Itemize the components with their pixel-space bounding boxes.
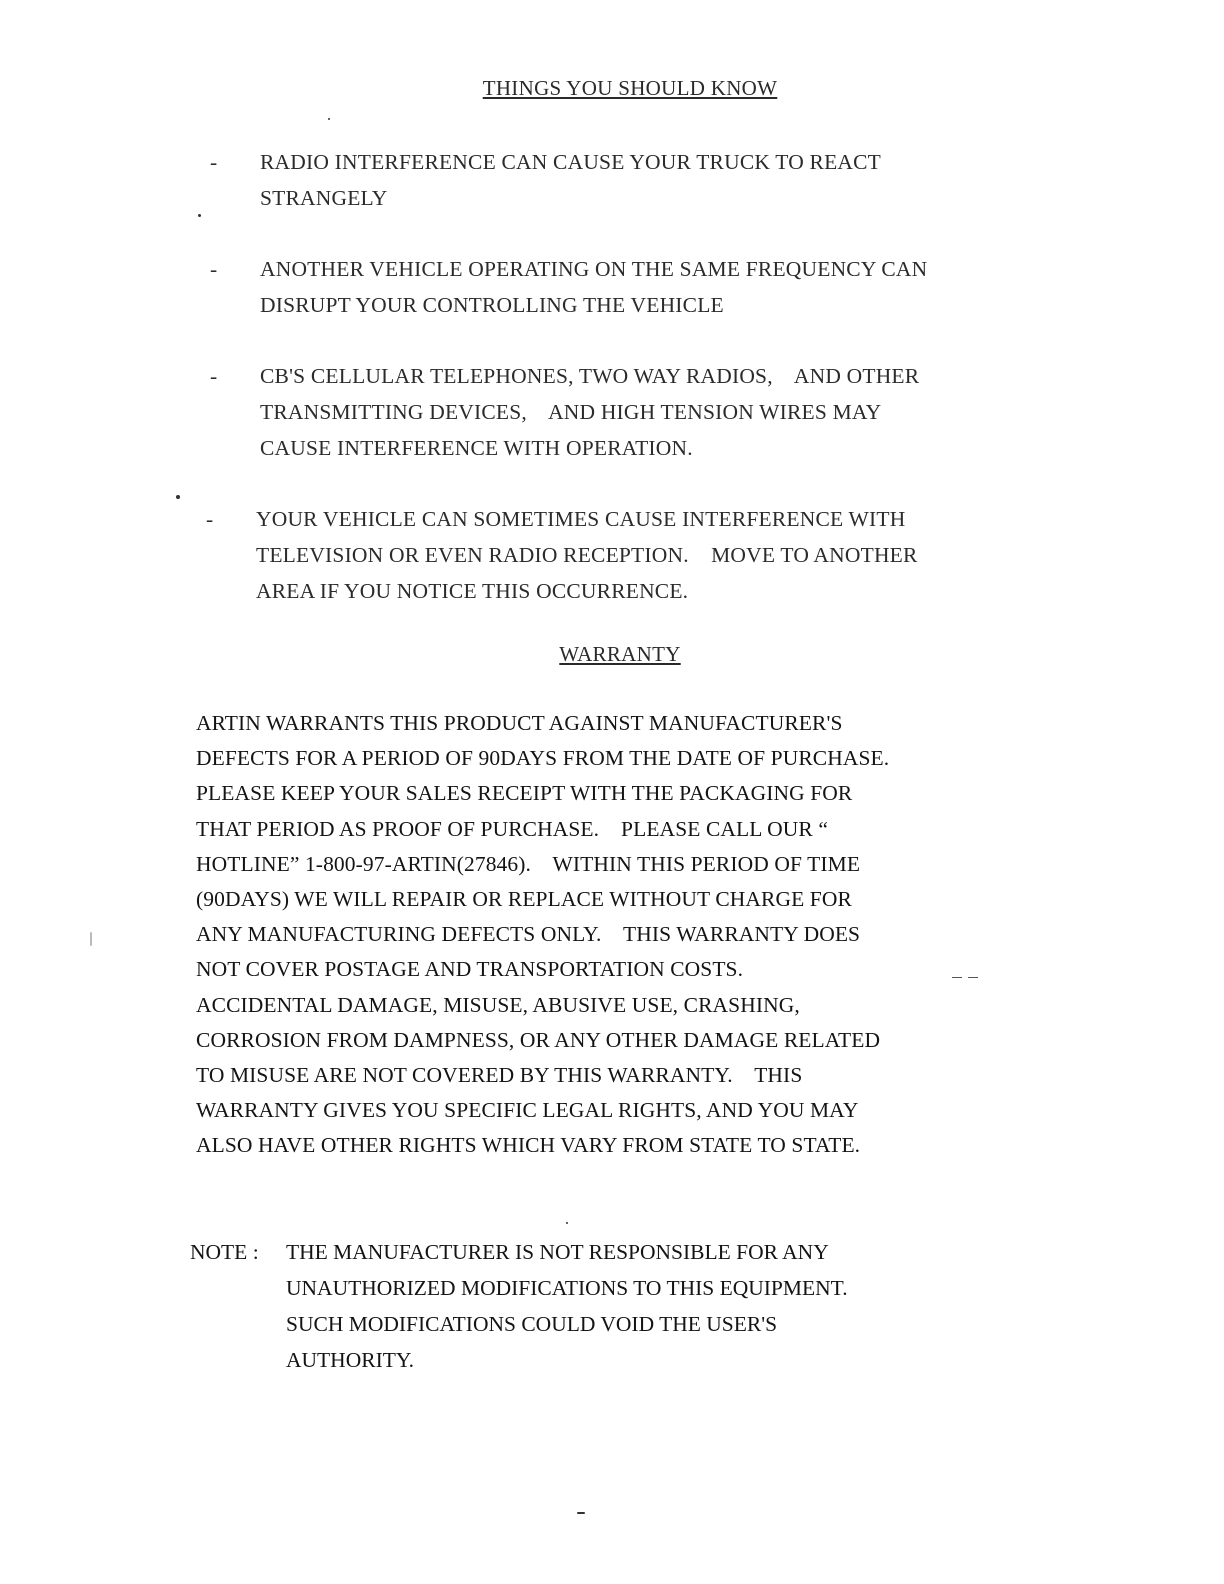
warranty-paragraph bbox=[196, 706, 1056, 1164]
warranty-title: WARRANTY bbox=[559, 642, 681, 666]
scan-speck bbox=[90, 932, 92, 946]
warranty-line: DEFECTS FOR A PERIOD OF 90DAYS FROM THE DATE OF PURCHASE. bbox=[196, 746, 890, 771]
things-you-should-know-title: THINGS YOU SHOULD KNOW bbox=[482, 76, 778, 100]
scan-speck bbox=[328, 118, 330, 120]
warranty-line: HOTLINE” 1-800-97-ARTIN(27846). WITHIN THIS PERIOD OF TIME bbox=[196, 851, 861, 876]
warranty-line: ANY MANUFACTURING DEFECTS ONLY. THIS WARRANTY DOES bbox=[196, 922, 861, 947]
bullet-marker: - bbox=[210, 364, 218, 388]
list-item-line: DISRUPT YOUR CONTROLLING THE VEHICLE bbox=[260, 293, 724, 317]
list-item bbox=[206, 144, 1066, 216]
warranty-line: WARRANTY GIVES YOU SPECIFIC LEGAL RIGHTS, AND YOU MAY bbox=[196, 1098, 859, 1123]
warranty-line: TO MISUSE ARE NOT COVERED BY THIS WARRANTY. THIS bbox=[196, 1063, 803, 1088]
note-line: SUCH MODIFICATIONS COULD VOID THE USER'S bbox=[286, 1312, 778, 1336]
scan-speck bbox=[566, 1222, 568, 1224]
list-item-line: AREA IF YOU NOTICE THIS OCCURRENCE. bbox=[256, 579, 689, 603]
list-item bbox=[206, 251, 1066, 323]
scan-speck bbox=[176, 495, 180, 499]
bullet-marker: - bbox=[206, 507, 214, 531]
note-line: AUTHORITY. bbox=[286, 1348, 415, 1372]
list-item-line: STRANGELY bbox=[260, 186, 388, 210]
scan-speck bbox=[968, 977, 978, 978]
note-text bbox=[286, 1234, 1050, 1378]
warranty-line: NOT COVER POSTAGE AND TRANSPORTATION COSTS. bbox=[196, 957, 744, 982]
list-item-line: ANOTHER VEHICLE OPERATING ON THE SAME FREQUENCY CAN bbox=[260, 257, 928, 281]
list-item-line: CB'S CELLULAR TELEPHONES, TWO WAY RADIOS, AND OTHER bbox=[260, 364, 920, 388]
scan-speck bbox=[952, 977, 962, 978]
list-item bbox=[206, 358, 1066, 466]
warranty-line: ACCIDENTAL DAMAGE, MISUSE, ABUSIVE USE, CRASHING, bbox=[196, 992, 800, 1017]
list-item bbox=[202, 501, 1062, 609]
warranty-line: PLEASE KEEP YOUR SALES RECEIPT WITH THE PACKAGING FOR bbox=[196, 781, 853, 806]
warranty-line: CORROSION FROM DAMPNESS, OR ANY OTHER DAMAGE RELATED bbox=[196, 1027, 881, 1052]
list-item-line: YOUR VEHICLE CAN SOMETIMES CAUSE INTERFERENCE WITH bbox=[256, 507, 906, 531]
note-line: THE MANUFACTURER IS NOT RESPONSIBLE FOR ANY bbox=[286, 1240, 829, 1264]
warranty-line: ARTIN WARRANTS THIS PRODUCT AGAINST MANUFACTURER'S bbox=[196, 711, 843, 735]
list-item-line: RADIO INTERFERENCE CAN CAUSE YOUR TRUCK TO REACT bbox=[260, 150, 881, 174]
warranty-line: (90DAYS) WE WILL REPAIR OR REPLACE WITHOUT CHARGE FOR bbox=[196, 887, 852, 912]
bullet-marker: - bbox=[210, 150, 218, 174]
scan-speck bbox=[198, 214, 201, 217]
list-item-line: TELEVISION OR EVEN RADIO RECEPTION. MOVE TO ANOTHER bbox=[256, 543, 918, 567]
scan-speck bbox=[577, 1512, 585, 1514]
list-item-line: CAUSE INTERFERENCE WITH OPERATION. bbox=[260, 436, 693, 460]
list-item-line: TRANSMITTING DEVICES, AND HIGH TENSION WIRES MAY bbox=[260, 400, 882, 424]
warranty-line: THAT PERIOD AS PROOF OF PURCHASE. PLEASE CALL OUR “ bbox=[196, 816, 828, 841]
things-list bbox=[206, 144, 1066, 644]
bullet-marker: - bbox=[210, 257, 218, 281]
warranty-line: ALSO HAVE OTHER RIGHTS WHICH VARY FROM STATE TO STATE. bbox=[196, 1133, 861, 1158]
note-block bbox=[190, 1234, 1050, 1378]
note-line: UNAUTHORIZED MODIFICATIONS TO THIS EQUIPMENT. bbox=[286, 1276, 848, 1300]
note-label: NOTE : bbox=[190, 1240, 259, 1264]
